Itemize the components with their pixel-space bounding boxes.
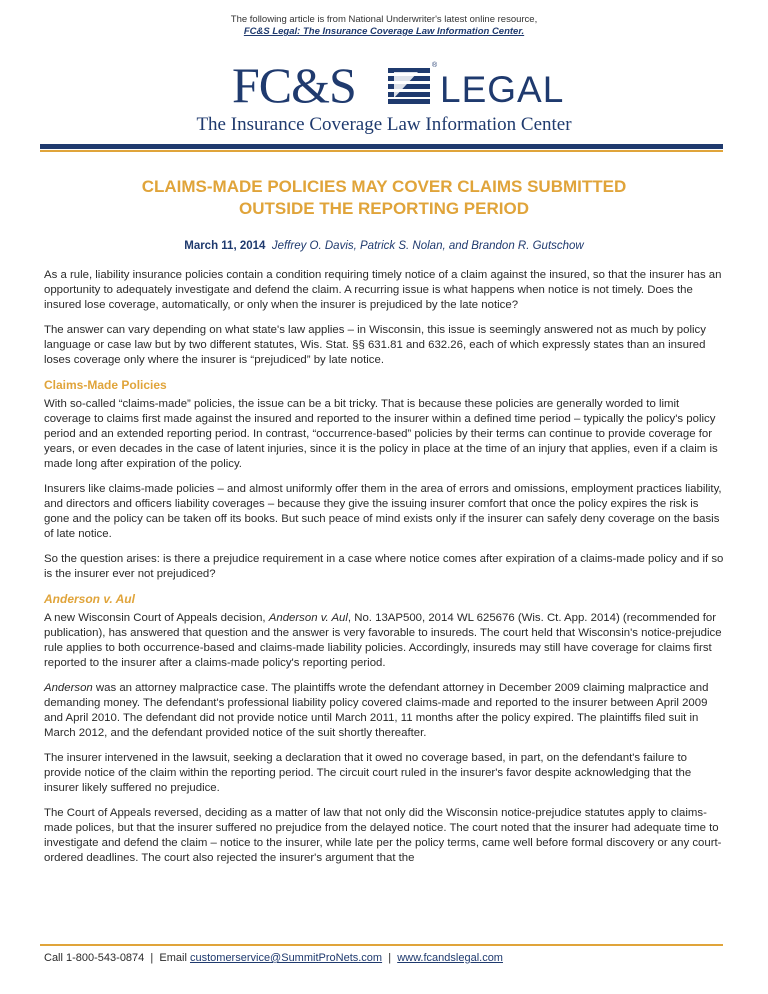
p7-case-name: Anderson xyxy=(44,682,93,694)
footer-separator-2: | xyxy=(388,952,392,964)
intro-source-link[interactable]: FC&S Legal: The Insurance Coverage Law Information Center. xyxy=(243,26,525,37)
footer xyxy=(44,952,503,964)
tagline: The Insurance Coverage Law Information Center xyxy=(196,114,572,135)
registered-mark: ® xyxy=(432,62,438,69)
paragraph-1: As a rule, liability insurance policies contain a condition requiring timely notice of a claim against the insured, so that the insurer has an opportunity to adequately investigate and defend the claim. A recurring issue is what happens when notice is not timely. Does the insured lose coverage, automatically, or only when the insurer is prejudiced by the late notice? xyxy=(44,269,722,311)
headline-line-1: CLAIMS-MADE POLICIES MAY COVER CLAIMS SUBMITTED xyxy=(141,177,627,196)
footer-email-link[interactable]: customerservice@SummitProNets.com xyxy=(189,952,383,964)
paragraph-2: The answer can vary depending on what state's law applies – in Wisconsin, this issue is seemingly answered not as much by policy language or case law but by two different statutes, Wis. Stat. §§ 631.81 and 632.26, each of which expressly states than an insured loses coverage only where the insurer is “prejudiced” by late notice. xyxy=(44,324,706,366)
footer-separator: | xyxy=(150,952,154,964)
p6-text-a: A new Wisconsin Court of Appeals decision, xyxy=(44,612,269,624)
paragraph-3: With so-called “claims-made” policies, the issue can be a bit tricky. That is because these policies are generally worded to limit coverage to claims first made against the insured and reported to the insurer within a defined time period – typically the policy's policy period and an extended reporting period. In contrast, “occurrence-based” policies by their terms can continue to provide coverage for years, or even decades in the case of latent injuries, since it is the policy in place at the time of an injury that applies, even if a claim is made long after expiration of the policy. xyxy=(44,398,718,470)
byline xyxy=(0,240,768,252)
logo-mark: FC&S xyxy=(232,57,356,113)
header-rule-gold xyxy=(40,150,723,152)
fcs-legal-logo xyxy=(0,57,768,113)
article-date: March 11, 2014 xyxy=(184,240,266,252)
article-body xyxy=(44,268,724,876)
header-rule-navy xyxy=(40,144,723,149)
footer-website-link[interactable]: www.fcandslegal.com xyxy=(397,952,503,964)
article-authors: Jeffrey O. Davis, Patrick S. Nolan, and Brandon R. Gutschow xyxy=(271,240,584,252)
intro-line-1: The following article is from National Underwriter's latest online resource, xyxy=(230,14,538,25)
paragraph-5: So the question arises: is there a prejudice requirement in a case where notice comes after expiration of a claims-made policy and if so is the insurer ever not prejudiced? xyxy=(44,553,724,580)
footer-phone: Call 1-800-543-0874 xyxy=(44,952,145,964)
headline-line-2: OUTSIDE THE REPORTING PERIOD xyxy=(239,199,529,218)
p6-case-name: Anderson v. Aul xyxy=(268,612,348,624)
article-headline xyxy=(0,176,768,220)
p6-text-b: , No. 13AP500, 2014 WL 625676 (Wis. Ct. App. 2014) (recommended for publication), has answered that question and the answer is very favorable to insureds. The court held that Wisconsin's notice-prejudice rule applies to both occurrence-based and claims-made liability policies. Accordingly, insureds may still have coverage for claims first reported to the insurer after a claims-made policy's reporting period. xyxy=(44,612,722,669)
intro-note xyxy=(0,14,768,38)
p7-text: was an attorney malpractice case. The plaintiffs wrote the defendant attorney in December 2009 claiming malpractice and demanding money. The defendant's professional liability policy covered claims-made and reported to the insurer between April 2009 and April 2010. The defendant did not provide notice until March 2011, 11 months after the policy expired. The plaintiffs filed suit in March 2012, and the defendant provided notice of the suit shortly thereafter. xyxy=(44,682,709,739)
section-heading-claims-made: Claims-Made Policies xyxy=(44,378,167,392)
paragraph-9: The Court of Appeals reversed, deciding as a matter of law that not only did the Wisconsin notice-prejudice statutes apply to claims-made polices, but that the insurer suffered no prejudice from the delayed notice. The court noted that the insurer had adequate time to investigate and defend the claim – notice to the insurer, while late per the policy terms, came well before formal discovery or any court-ordered deadlines. The court also rejected the insurer's argument that the xyxy=(44,807,722,864)
section-heading-anderson: Anderson v. Aul xyxy=(44,592,135,606)
footer-email-label: Email xyxy=(159,952,187,964)
logo-legal-word: LEGAL xyxy=(440,69,565,110)
paragraph-6 xyxy=(44,611,724,671)
paragraph-8: The insurer intervened in the lawsuit, seeking a declaration that it owed no coverage based, in part, on the defendant's failure to provide notice of the claim within the reporting period. The circuit court ruled in the insurer's favor despite acknowledging that the insurer likely suffered no prejudice. xyxy=(44,752,692,794)
logo-flag-icon xyxy=(388,68,430,104)
paragraph-4: Insurers like claims-made policies – and almost uniformly offer them in the area of errors and omissions, employment practices liability, and directors and officers liability coverages – because they give the issuing insurer comfort that once the policy expires the risk is gone and the policy can be taken off its books. But such peace of mind exists only if the insurer can safely deny coverage on the basis of late notice. xyxy=(44,483,722,540)
footer-rule xyxy=(40,944,723,946)
paragraph-7 xyxy=(44,681,724,741)
